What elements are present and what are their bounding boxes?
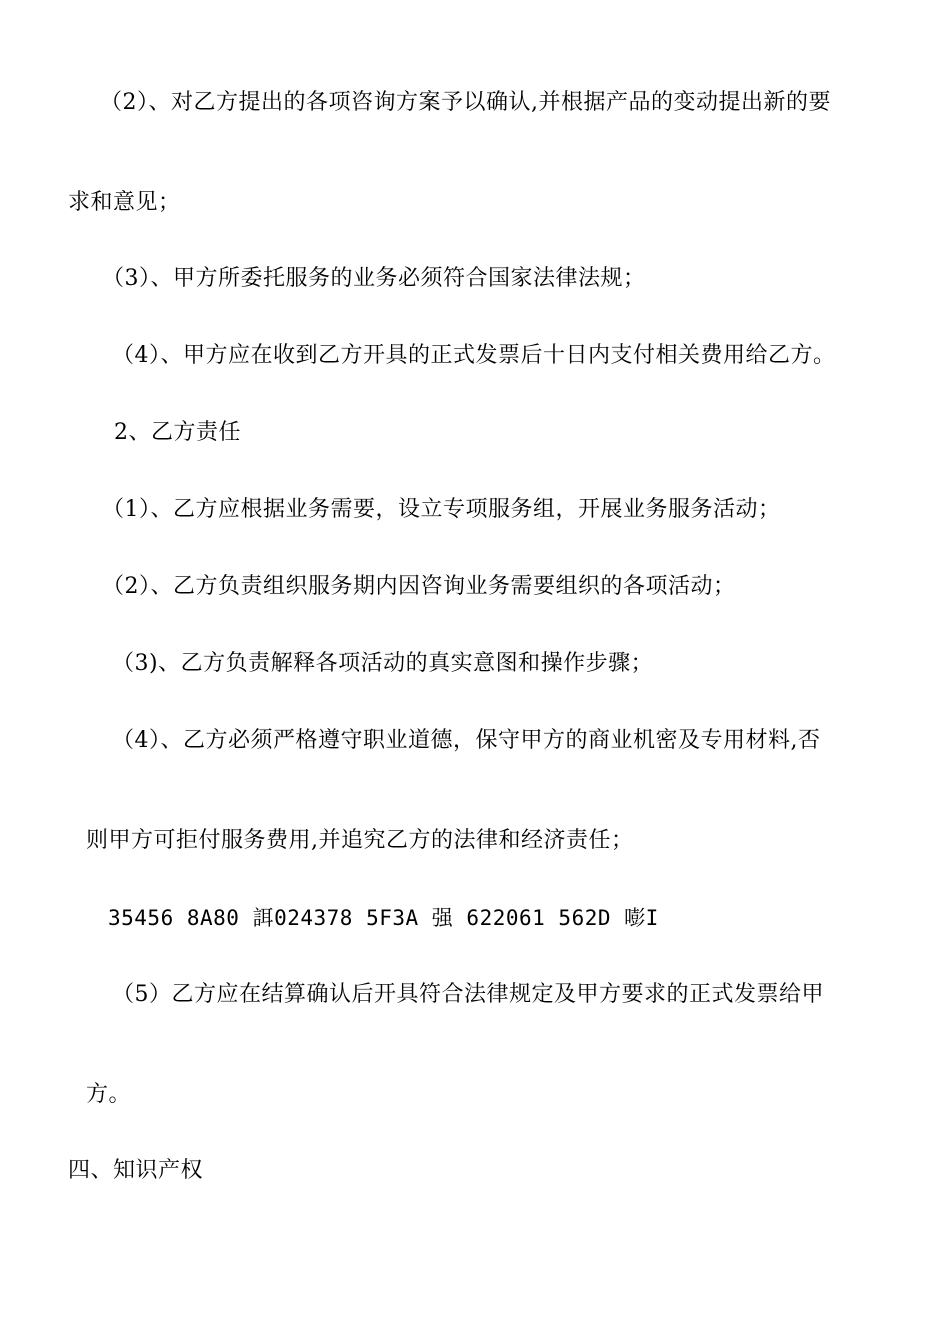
text-line: （3)、乙方负责解释各项活动的真实意图和操作步骤； [112, 651, 654, 676]
text-line: （4）、甲方应在收到乙方开具的正式发票后十日内支付相关费用给乙方。 [112, 343, 836, 368]
text-line: （1）、乙方应根据业务需要，设立专项服务组，开展业务服务活动； [102, 497, 781, 522]
text-line: （3）、甲方所委托服务的业务必须符合国家法律法规； [102, 266, 646, 291]
text-line: （4）、乙方必须严格遵守职业道德，保守甲方的商业机密及专用材料,否 [112, 728, 821, 753]
code-line: 35456 8A80 誀024378 5F3A 强 622061 562D 嘭I [108, 906, 659, 930]
text-line: 则甲方可拒付服务费用,并追究乙方的法律和经济责任； [86, 828, 634, 853]
text-line: 方。 [86, 1082, 132, 1107]
text-line: 求和意见； [68, 190, 181, 215]
text-line: （2）、乙方负责组织服务期内因咨询业务需要组织的各项活动； [102, 574, 736, 599]
section-heading: 四、知识产权 [68, 1158, 204, 1183]
section-heading: 2、乙方责任 [114, 420, 241, 445]
text-line: （2）、对乙方提出的各项咨询方案予以确认,并根据产品的变动提出新的要 [100, 90, 831, 115]
text-line: （5）乙方应在结算确认后开具符合法律规定及甲方要求的正式发票给甲 [112, 982, 824, 1007]
